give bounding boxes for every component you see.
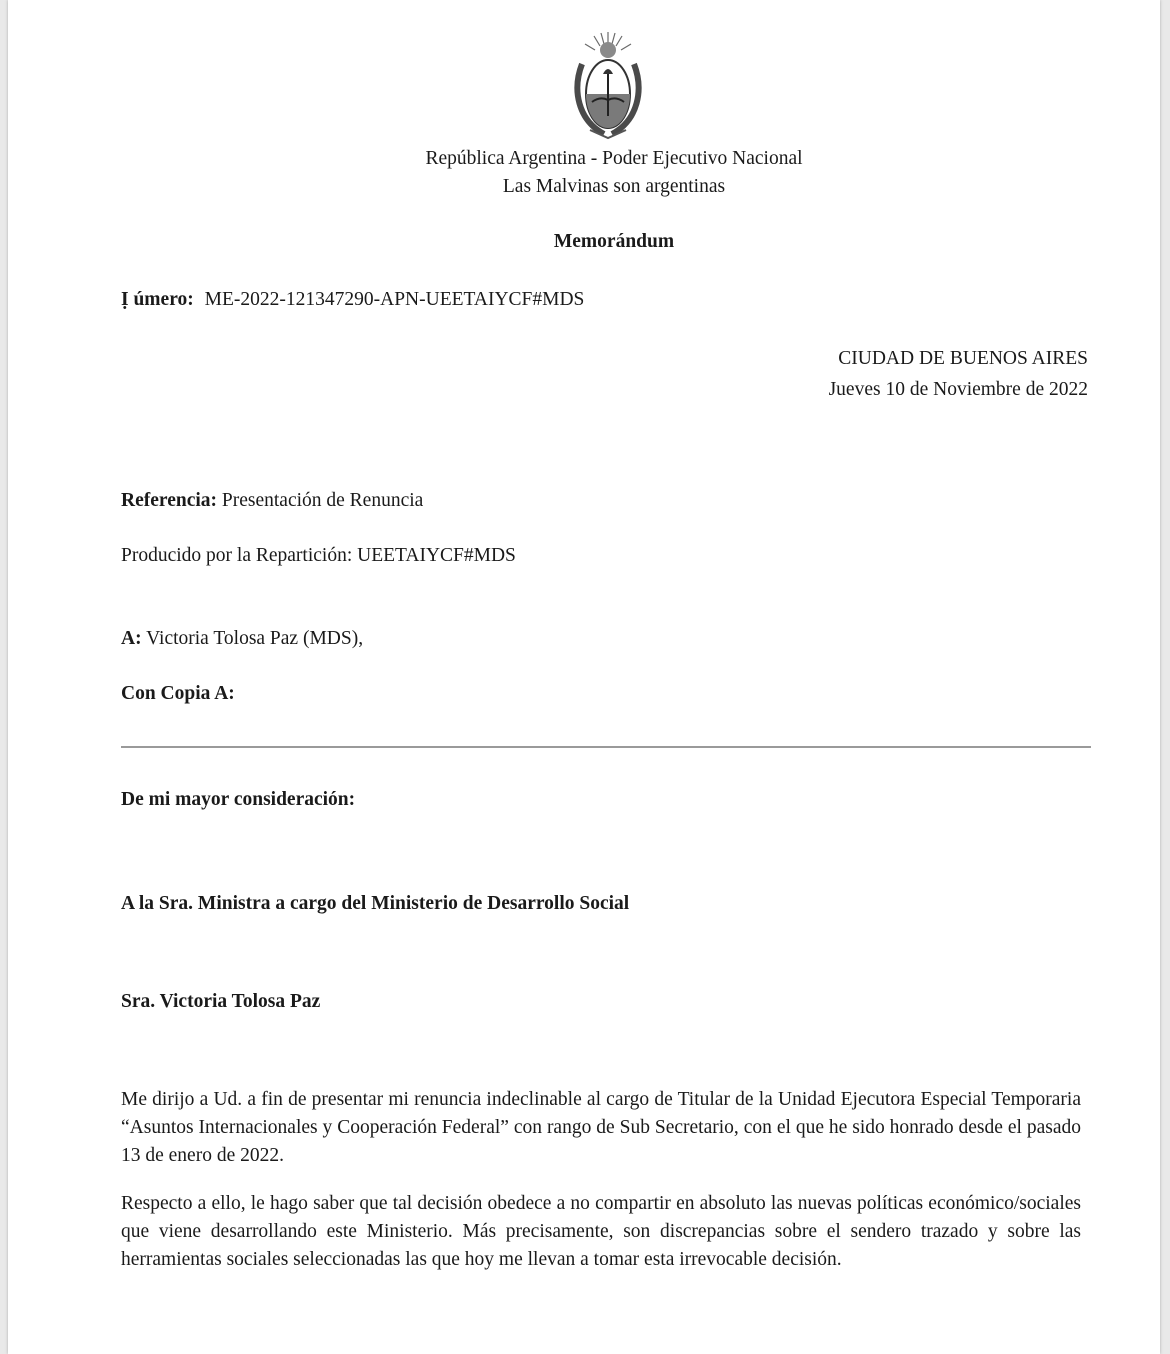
destinatario-row — [121, 628, 363, 650]
paragraph-1: Me dirijo a Ud. a fin de presentar mi renuncia indeclinable al cargo de Titular de la Unidad Ejecutora Especial Temporaria “Asuntos Internacionales y Cooperación Federal” con rango de Sub Secretario, con el que he sido honrado desde el pasado 13 de enero de 2022. — [121, 1089, 1081, 1166]
escudo-argentina-seal-icon — [568, 30, 648, 142]
paragraph-2: Respecto a ello, le hago saber que tal decisión obedece a no compartir en absoluto las nuevas políticas económico/sociales que viene desarrollando este Ministerio. Más precisamente, son discrepancias sobre el sendero trazado y sobre las herramientas sociales seleccionadas las que hoy me llevan a tomar esta irrevocable decisión. — [121, 1193, 1081, 1270]
numero-label: Ị úmero: — [121, 289, 194, 310]
header-line-1: República Argentina - Poder Ejecutivo Nacional — [425, 148, 803, 169]
addressee-title: A la Sra. Ministra a cargo del Ministerio de Desarrollo Social — [121, 893, 630, 914]
addressee-name: Sra. Victoria Tolosa Paz — [121, 991, 321, 1012]
referencia-value: Presentación de Renuncia — [221, 490, 424, 511]
header-line-2: Las Malvinas son argentinas — [502, 176, 726, 197]
greeting: De mi mayor consideración: — [121, 789, 356, 810]
document-type-title: Memorándum — [553, 231, 675, 252]
divider — [121, 746, 1091, 748]
destinatario-value: Victoria Tolosa Paz (MDS), — [146, 628, 364, 649]
destinatario-label: A: — [121, 628, 142, 649]
referencia-row — [121, 490, 423, 512]
numero-value: ME-2022-121347290-APN-UEETAIYCF#MDS — [204, 289, 585, 310]
con-copia-label: Con Copia A: — [121, 683, 235, 704]
memorandum-page — [8, 0, 1160, 1354]
date: Jueves 10 de Noviembre de 2022 — [828, 379, 1088, 400]
numero-row — [121, 289, 584, 311]
city: CIUDAD DE BUENOS AIRES — [838, 348, 1088, 369]
producido-line: Producido por la Repartición: UEETAIYCF#MDS — [121, 545, 516, 566]
referencia-label: Referencia: — [121, 490, 218, 511]
